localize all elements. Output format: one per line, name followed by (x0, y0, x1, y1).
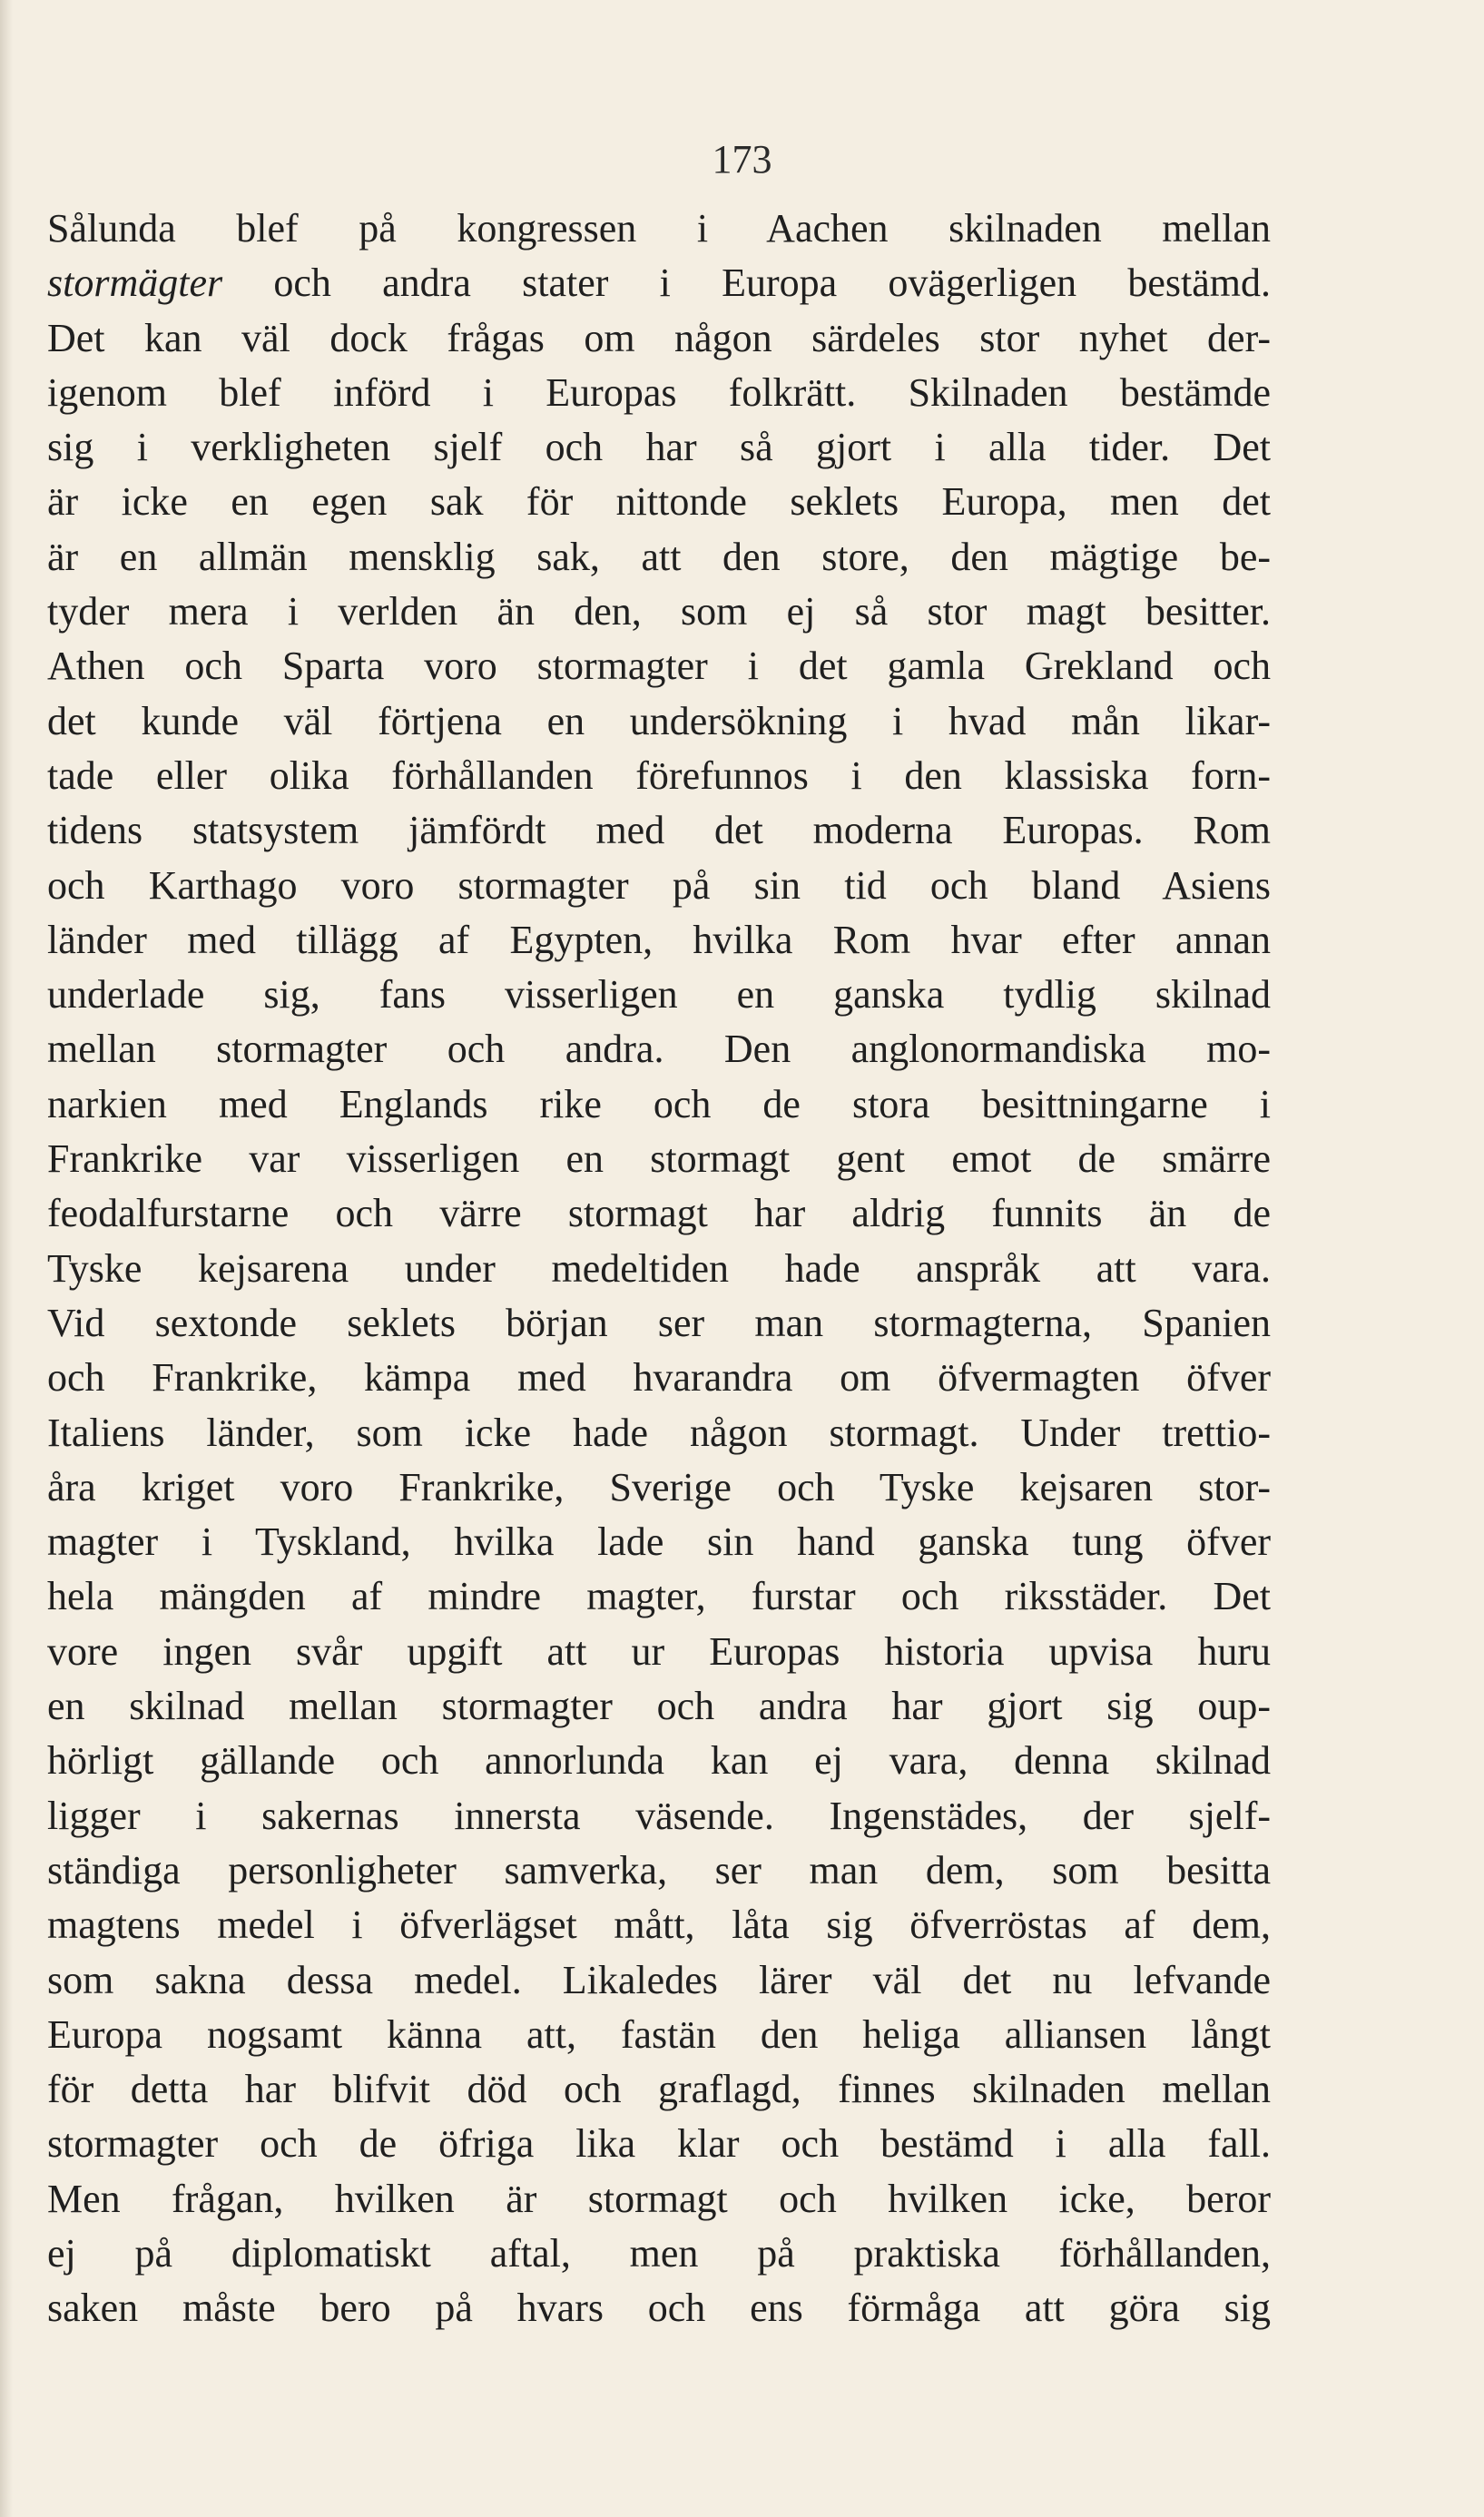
text-line (47, 1789, 1271, 1844)
text-line (47, 1953, 1271, 2008)
line-text: för detta har blifvit död och graflagd, finnes skilnaden mellan (47, 2067, 1271, 2112)
line-text: Tyske kejsarena under medeltiden hade anspråk att vara. (47, 1245, 1271, 1291)
text-line (47, 1186, 1271, 1241)
line-text: ej på diplomatiskt aftal, men på praktiska förhållanden, (47, 2230, 1271, 2276)
line-text: Athen och Sparta voro stormagter i det gamla Grekland och (47, 644, 1271, 689)
line-text: Frankrike var visserligen en stormagt gent emot de smärre (47, 1136, 1271, 1182)
text-line (47, 2172, 1271, 2227)
text-line (47, 1132, 1271, 1186)
text-line (47, 530, 1271, 585)
text-line (47, 475, 1271, 529)
text-line (47, 639, 1271, 693)
line-text: stormagter och de öfriga lika klar och bestämd i alla fall. (47, 2121, 1271, 2167)
line-text: Europa nogsamt känna att, fastän den heliga alliansen långt (47, 2011, 1271, 2057)
line-text: Vid sextonde seklets början ser man stormagterna, Spanien (47, 1300, 1271, 1345)
line-text: Sålunda blef på kongressen i Aachen skilnaden mellan (47, 206, 1271, 251)
text-line (47, 366, 1271, 420)
text-line (47, 1515, 1271, 1569)
text-line (47, 968, 1271, 1022)
line-text: och andra stater i Europa ovägerligen bestämd. (222, 261, 1271, 306)
line-text: och Frankrike, kämpa med hvarandra om öfvermagten öfver (47, 1355, 1271, 1401)
italic-term: stormägter (47, 261, 223, 306)
text-line (47, 1734, 1271, 1788)
text-line (47, 1077, 1271, 1132)
line-text: är icke en egen sak för nittonde seklets Europa, men det (47, 479, 1271, 525)
line-text: saken måste bero på hvars och ens förmåga att göra sig (47, 2286, 1271, 2331)
text-line (47, 256, 1271, 310)
text-line (47, 1625, 1271, 1679)
text-line (47, 1844, 1271, 1898)
line-text: underlade sig, fans visserligen en ganska tydlig skilnad (47, 972, 1271, 1018)
text-line (47, 1242, 1271, 1296)
text-line (47, 2281, 1271, 2335)
text-line (47, 2062, 1271, 2117)
text-line (47, 2117, 1271, 2171)
line-text: Det kan väl dock frågas om någon särdeles stor nyhet der- (47, 315, 1271, 360)
text-line (47, 420, 1271, 475)
line-text: en skilnad mellan stormagter och andra har gjort sig oup- (47, 1684, 1271, 1729)
page-number: 173 (712, 137, 772, 182)
line-text: narkien med Englands rike och de stora besittningarne i (47, 1081, 1271, 1126)
text-line (47, 2008, 1271, 2062)
line-text: ligger i sakernas innersta väsende. Ingenstädes, der sjelf- (47, 1793, 1271, 1838)
text-line (47, 1022, 1271, 1077)
line-text: hörligt gällande och annorlunda kan ej vara, denna skilnad (47, 1738, 1271, 1784)
line-text: feodalfurstarne och värre stormagt har aldrig funnits än de (47, 1191, 1271, 1236)
text-line (47, 1406, 1271, 1460)
line-text: tade eller olika förhållanden förefunnos i den klassiska forn- (47, 752, 1271, 798)
line-text: igenom blef införd i Europas folkrätt. Skilnaden bestämde (47, 369, 1271, 415)
line-text: magtens medel i öfverlägset mått, låta sig öfverröstas af dem, (47, 1902, 1271, 1948)
text-line (47, 202, 1271, 256)
line-text: vore ingen svår upgift att ur Europas historia upvisa huru (47, 1628, 1271, 1674)
text-line (47, 311, 1271, 366)
line-text: som sakna dessa medel. Likaledes lärer väl det nu lefvande (47, 1957, 1271, 2002)
line-text: magter i Tyskland, hvilka lade sin hand ganska tung öfver (47, 1519, 1271, 1565)
text-line (47, 749, 1271, 803)
line-text: Italiens länder, som icke hade någon stormagt. Under trettio- (47, 1410, 1271, 1455)
text-line (47, 694, 1271, 749)
text-line (47, 1679, 1271, 1734)
line-text: ständiga personligheter samverka, ser man dem, som besitta (47, 1847, 1271, 1893)
line-text: hela mängden af mindre magter, furstar och riksstäder. Det (47, 1574, 1271, 1619)
line-text: tyder mera i verlden än den, som ej så stor magt besitter. (47, 589, 1271, 634)
text-line (47, 2227, 1271, 2281)
text-line (47, 1898, 1271, 1952)
line-text: länder med tillägg af Egypten, hvilka Rom hvar efter annan (47, 917, 1271, 962)
text-line (47, 803, 1271, 858)
line-text: Men frågan, hvilken är stormagt och hvilken icke, beror (47, 2176, 1271, 2221)
body-text (47, 202, 1271, 2336)
line-text: är en allmän mensklig sak, att den store, den mägtige be- (47, 534, 1271, 579)
text-line (47, 585, 1271, 639)
text-line (47, 859, 1271, 913)
line-text: mellan stormagter och andra. Den anglonormandiska mo- (47, 1027, 1271, 1072)
line-text: det kunde väl förtjena en undersökning i hvad mån likar- (47, 698, 1271, 743)
text-line (47, 1296, 1271, 1351)
line-text: tidens statsystem jämfördt med det moderna Europas. Rom (47, 808, 1271, 853)
text-line (47, 1569, 1271, 1624)
text-line (47, 1460, 1271, 1515)
line-text: sig i verkligheten sjelf och har så gjort i alla tider. Det (47, 425, 1271, 470)
page-edge-shadow (0, 0, 13, 2517)
text-line (47, 913, 1271, 968)
line-text: åra kriget voro Frankrike, Sverige och Tyske kejsaren stor- (47, 1464, 1271, 1509)
text-line (47, 1351, 1271, 1405)
line-text: och Karthago voro stormagter på sin tid och bland Asiens (47, 862, 1271, 908)
